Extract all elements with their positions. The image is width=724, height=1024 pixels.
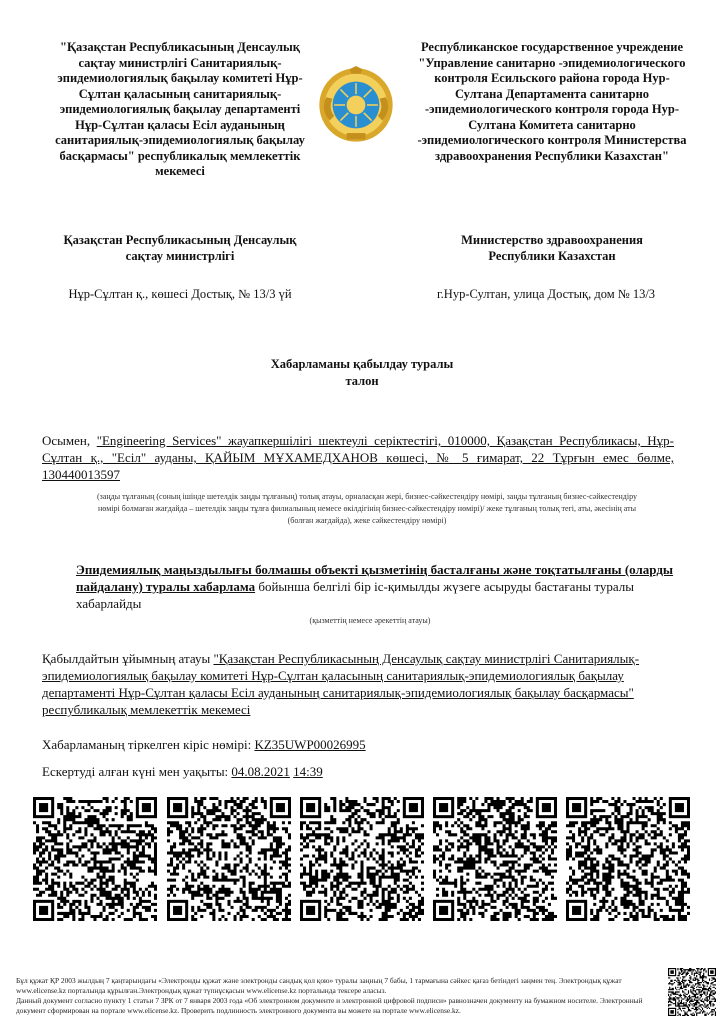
footer-qr-code-icon — [668, 968, 716, 1016]
left-ministry: Қазақстан Республикасының Денсаулық сақтау министрлігі — [63, 233, 297, 263]
applicant-prefix: Осымен, — [42, 433, 91, 448]
received-date: 04.08.2021 — [231, 764, 290, 779]
activity-note: (қызметтің немесе әрекеттің атауы) — [309, 616, 431, 625]
applicant-name: "Engineering Services" жауапкершілігі шектеулі серіктестігі, 010000, Қазақстан Республикасы, Нұр-Сұлтан қ., "Есіл" ауданы, ҚАЙЫМ МҰХАМЕДХАНОВ көшесі, № 5 ғимарат, 22 Тұрғын емес бөлме, 130440013597 — [42, 433, 674, 482]
qr-code-icon — [300, 797, 424, 921]
received-label: Ескертуді алған күні мен уақыты: — [42, 764, 229, 779]
applicant-note: (заңды тұлғаның (соның ішінде шетелдік заңды тұлғаның) толық атауы, орналасқан жері, бизнес-сәйкестендіру нөмірі, заңды тұлғаның бизнес-сәйкестендіру нөмірі болмаған жағдайда – шетелдік заңды тұлға филиалының немесе өкілдігінің бизнес-сәйкестендіру нөмірі)/ жеке тұлғаның толық тегі, аты, әкесінің аты (болған жағдайда), жеке сәйкестендіру нөмірі) — [97, 492, 637, 525]
activity-name: Эпидемиялық маңыздылығы болмашы объекті қызметінің басталғаны және тоқтатылғаны (оларды пайдалану) туралы хабарлама — [76, 562, 674, 594]
receiver-paragraph — [42, 650, 680, 718]
qr-code-icon — [566, 797, 690, 921]
title-line-1: Хабарламаны қабылдау туралы — [270, 357, 454, 371]
right-organization: Республиканское государственное учреждение "Управление санитарно -эпидемиологического контроля Есильского района города Нур-Султана Департамента санитарно -эпидемиологического контроля города Нур-Султана Комитета санитарно -эпидемиологического контроля Министерства здравоохранения Республики Казахстан" — [417, 40, 687, 163]
footer-note-ru: Данный документ согласно пункту 1 статьи 7 ЗРК от 7 января 2003 года «Об электронном документе и электронной цифровой подписи» равнозначен документу на бумажном носителе. Электронный документ сформирован на портале www.elicense.kz. Проверить подлинность электронного документа вы можете на портале www.elicense.kz. — [16, 996, 643, 1015]
activity-rest: бойынша белгілі бір іс-қимылды жүзеге асыруды бастағаны туралы хабарлайды — [76, 579, 635, 611]
right-address: г.Нур-Султан, улица Достық, дом № 13/3 — [436, 287, 656, 301]
right-ministry: Министерство здравоохранения Республики Казахстан — [461, 233, 643, 263]
footer-note-kz: Бұл құжат ҚР 2003 жылдың 7 қаңтарындағы «Электронды құжат және электронды сандық қол қою» туралы заңның 7 бабы, 1 тармағына сәйкес қағаз бетіндегі заңмен тең. Электрондық құжат www.elicense.kz порталында құрылған.Электрондық құжат түпнұсқасын www.elicense.kz порталында тексере аласыз. — [16, 976, 622, 995]
registration-row — [42, 736, 642, 753]
qr-code-icon — [433, 797, 557, 921]
registration-label: Хабарламаның тіркелген кіріс нөмірі: — [42, 737, 252, 752]
receiver-label: Қабылдайтын ұйымның атауы — [42, 651, 211, 666]
activity-paragraph — [76, 561, 676, 612]
document-title — [200, 356, 524, 390]
registration-number: KZ35UWP00026995 — [254, 737, 366, 752]
title-line-2: талон — [345, 374, 379, 388]
applicant-paragraph — [42, 432, 674, 483]
receiver-value: "Қазақстан Республикасының Денсаулық сақтау министрлігі Санитариялық- эпидемиологиялық бақылау комитеті Нұр-Сұлтан қаласының санитариялық-эпидемиологиялық бақылау департаменті Нұр-Сұлтан қаласы Есіл ауданының санитариялық-эпидемиологиялық бақылау басқармасы" республикалық мемлекеттік мекемесі — [42, 651, 640, 717]
received-time: 14:39 — [293, 764, 323, 779]
left-address: Нұр-Сұлтан қ., көшесі Достық, № 13/3 үй — [68, 287, 292, 301]
left-organization: "Қазақстан Республикасының Денсаулық сақтау министрлігі Санитариялық- эпидемиологиялық бақылау комитеті Нұр-Сұлтан қаласының санитариялық-эпидемиологиялық бақылау департаменті Нұр-Сұлтан қаласы Есіл ауданының санитариялық-эпидемиологиялық бақылау басқармасы" республикалық мемлекеттік мекемесі — [55, 40, 305, 178]
qr-code-icon — [33, 797, 157, 921]
state-emblem-icon — [317, 66, 395, 144]
received-row — [42, 763, 642, 780]
qr-code-icon — [167, 797, 291, 921]
